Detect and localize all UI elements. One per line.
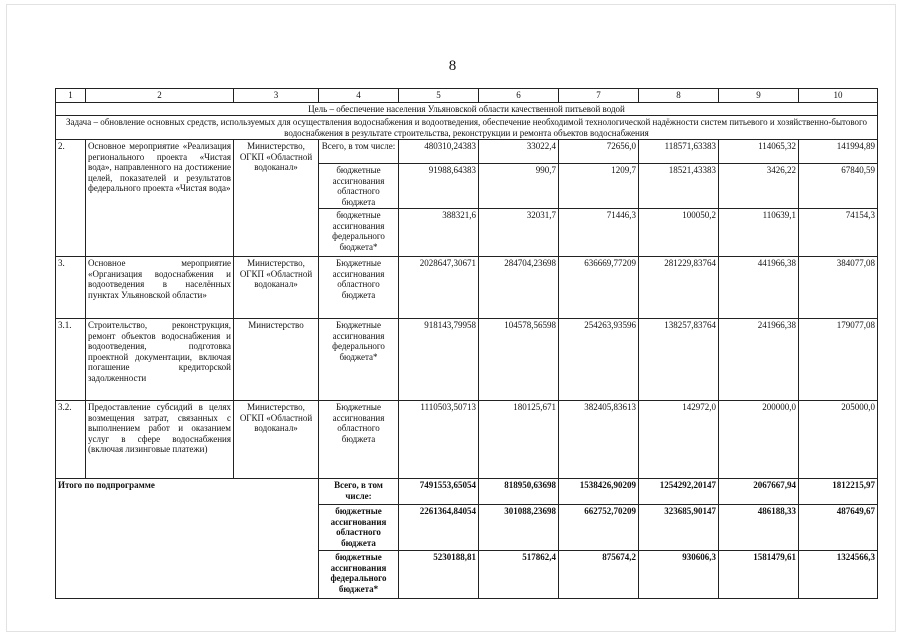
amount-cell: 301088,23698 (479, 505, 559, 551)
funding-source: Бюджетные ассигнования федерального бюджета* (319, 319, 399, 401)
page-number: 8 (448, 58, 457, 74)
row-code: 3.2. (56, 401, 86, 479)
amount-cell: 517862,4 (479, 551, 559, 599)
funding-source: бюджетные ассигнования областного бюджета (319, 164, 399, 209)
row-code: 3. (56, 257, 86, 319)
funding-source: бюджетные ассигнования областного бюджета (319, 505, 399, 551)
amount-cell: 100050,2 (639, 209, 719, 257)
row-responsible: Министерство, ОГКП «Областной водоканал» (234, 401, 319, 479)
goal-text: Цель – обеспечение населения Ульяновской области качественной питьевой водой (56, 102, 878, 116)
table-row (56, 140, 878, 164)
amount-cell: 180125,671 (479, 401, 559, 479)
amount-cell: 3426,22 (719, 164, 799, 209)
amount-cell: 241966,38 (719, 319, 799, 401)
amount-cell: 323685,90147 (639, 505, 719, 551)
row-title: Основное мероприятие «Организация водоснабжения и водоотведения в населённых пунктах Ульяновской области» (86, 257, 234, 319)
amount-cell: 1538426,90209 (559, 479, 639, 505)
amount-cell: 2067667,94 (719, 479, 799, 505)
column-header: 10 (799, 89, 878, 103)
total-row (56, 479, 878, 505)
amount-cell: 142972,0 (639, 401, 719, 479)
amount-cell: 104578,56598 (479, 319, 559, 401)
task-row (56, 116, 878, 140)
amount-cell: 930606,3 (639, 551, 719, 599)
goal-row (56, 102, 878, 116)
funding-source: бюджетные ассигнования федерального бюджета* (319, 209, 399, 257)
amount-cell: 205000,0 (799, 401, 878, 479)
amount-cell: 1110503,50713 (399, 401, 479, 479)
funding-source: бюджетные ассигнования федерального бюджета* (319, 551, 399, 599)
amount-cell: 91988,64383 (399, 164, 479, 209)
amount-cell: 74154,3 (799, 209, 878, 257)
row-code: 3.1. (56, 319, 86, 401)
amount-cell: 200000,0 (719, 401, 799, 479)
amount-cell: 284704,23698 (479, 257, 559, 319)
amount-cell: 818950,63698 (479, 479, 559, 505)
amount-cell: 141994,89 (799, 140, 878, 164)
amount-cell: 281229,83764 (639, 257, 719, 319)
table-row (56, 319, 878, 401)
amount-cell: 2261364,84054 (399, 505, 479, 551)
amount-cell: 918143,79958 (399, 319, 479, 401)
funding-source: Бюджетные ассигнования областного бюджета (319, 401, 399, 479)
amount-cell: 636669,77209 (559, 257, 639, 319)
table-row (56, 401, 878, 479)
amount-cell: 114065,32 (719, 140, 799, 164)
amount-cell: 388321,6 (399, 209, 479, 257)
total-label: Итого по подпрограмме (56, 479, 319, 599)
amount-cell: 990,7 (479, 164, 559, 209)
funding-table (55, 88, 878, 599)
amount-cell: 138257,83764 (639, 319, 719, 401)
column-header: 4 (319, 89, 399, 103)
amount-cell: 7491553,65054 (399, 479, 479, 505)
amount-cell: 662752,70209 (559, 505, 639, 551)
column-header: 8 (639, 89, 719, 103)
amount-cell: 1209,7 (559, 164, 639, 209)
column-header: 1 (56, 89, 86, 103)
row-title: Строительство, реконструкция, ремонт объектов водоснабжения и водоотведения, подготовка проектной документации, включая погашение кредиторской задолженности (86, 319, 234, 401)
column-header: 6 (479, 89, 559, 103)
funding-source: Всего, в том числе: (319, 140, 399, 164)
amount-cell: 67840,59 (799, 164, 878, 209)
row-title: Предоставление субсидий в целях возмещения затрат, связанных с выполнением работ и оказанием услуг в сфере водоснабжения (включая лизинговые платежи) (86, 401, 234, 479)
table-row (56, 257, 878, 319)
amount-cell: 487649,67 (799, 505, 878, 551)
amount-cell: 382405,83613 (559, 401, 639, 479)
amount-cell: 480310,24383 (399, 140, 479, 164)
row-responsible: Министерство, ОГКП «Областной водоканал» (234, 257, 319, 319)
amount-cell: 118571,63383 (639, 140, 719, 164)
funding-source: Всего, в том числе: (319, 479, 399, 505)
amount-cell: 71446,3 (559, 209, 639, 257)
amount-cell: 72656,0 (559, 140, 639, 164)
amount-cell: 1324566,3 (799, 551, 878, 599)
funding-source: Бюджетные ассигнования областного бюджета (319, 257, 399, 319)
amount-cell: 254263,93596 (559, 319, 639, 401)
row-title: Основное мероприятие «Реализация регионального проекта «Чистая вода», направленного на достижение целей, показателей и результатов федерального проекта «Чистая вода» (86, 140, 234, 257)
amount-cell: 33022,4 (479, 140, 559, 164)
row-responsible: Министерство, ОГКП «Областной водоканал» (234, 140, 319, 257)
amount-cell: 5230188,81 (399, 551, 479, 599)
column-header: 5 (399, 89, 479, 103)
amount-cell: 1812215,97 (799, 479, 878, 505)
amount-cell: 1254292,20147 (639, 479, 719, 505)
amount-cell: 2028647,30671 (399, 257, 479, 319)
amount-cell: 32031,7 (479, 209, 559, 257)
column-header: 7 (559, 89, 639, 103)
amount-cell: 179077,08 (799, 319, 878, 401)
amount-cell: 18521,43383 (639, 164, 719, 209)
column-number-row (56, 89, 878, 103)
amount-cell: 486188,33 (719, 505, 799, 551)
row-responsible: Министерство (234, 319, 319, 401)
amount-cell: 441966,38 (719, 257, 799, 319)
task-text: Задача – обновление основных средств, используемых для осуществления водоснабжения и водоотведения, обеспечение необходимой технологической надёжности систем питьевого и хозяйственно-бытового водоснабжения в результате строительства, реконструкции и ремонта объектов водоснабжения (56, 116, 878, 140)
amount-cell: 875674,2 (559, 551, 639, 599)
amount-cell: 1581479,61 (719, 551, 799, 599)
column-header: 3 (234, 89, 319, 103)
amount-cell: 384077,08 (799, 257, 878, 319)
column-header: 9 (719, 89, 799, 103)
column-header: 2 (86, 89, 234, 103)
row-code: 2. (56, 140, 86, 257)
amount-cell: 110639,1 (719, 209, 799, 257)
